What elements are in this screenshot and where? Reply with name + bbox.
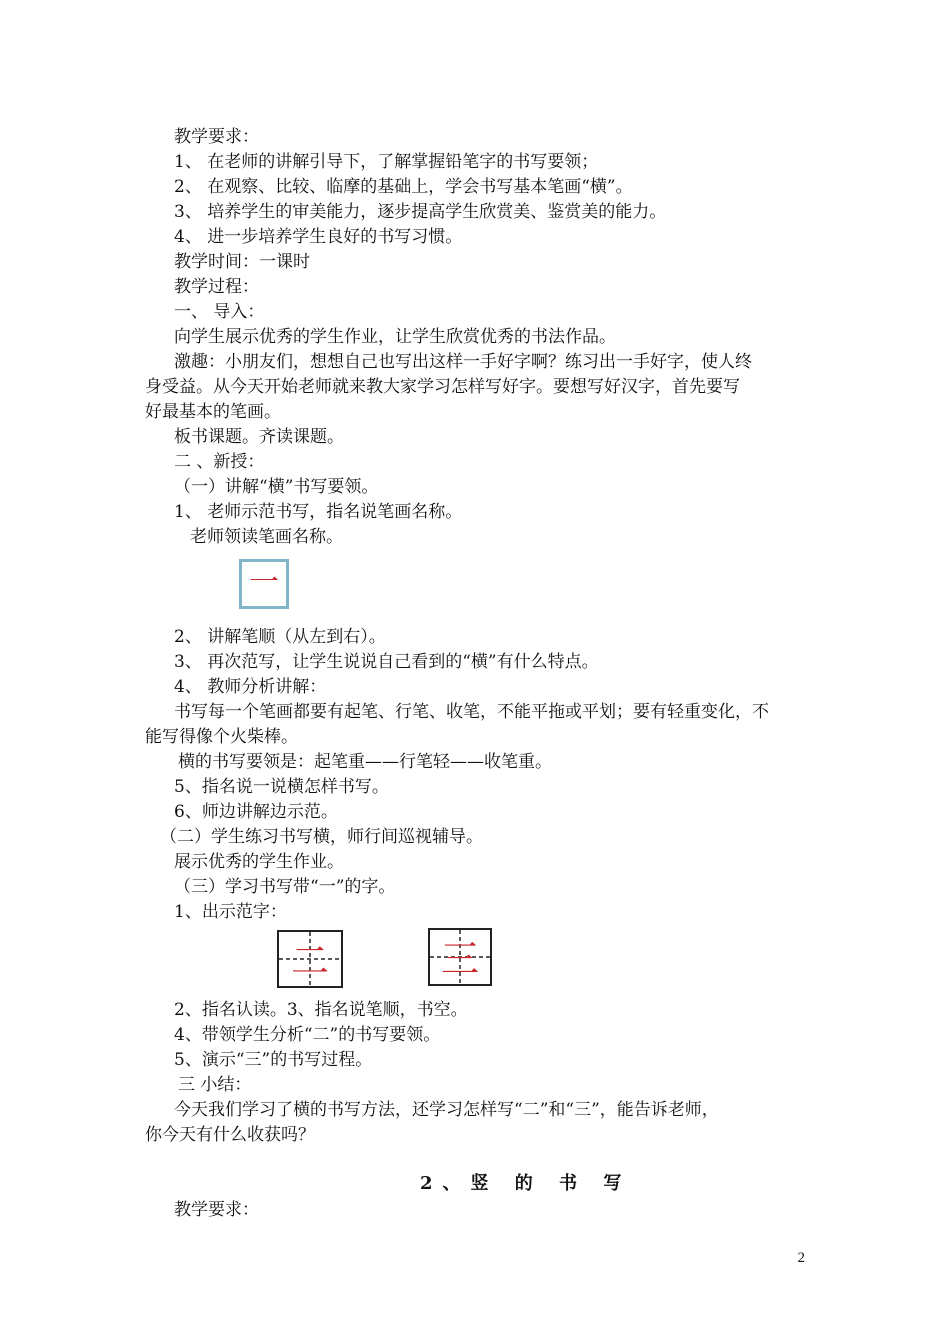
subsection-2: （二）学生练习书写横，师行间巡视辅导。 — [160, 827, 483, 847]
er-char: 二 — [290, 939, 330, 983]
step-show-example: 1、出示范字： — [174, 902, 287, 922]
heading-teaching-requirements-2: 教学要求： — [174, 1200, 259, 1220]
requirement-1: 1、 在老师的讲解引导下，了解掌握铅笔字的书写要领； — [174, 152, 599, 172]
paragraph: 好最基本的笔画。 — [145, 402, 281, 422]
requirement-2: 2、 在观察、比较、临摩的基础上，学会书写基本笔画“横”。 — [174, 177, 633, 197]
step-2: 2、 讲解笔顺（从左到右）。 — [174, 627, 386, 647]
heng-char: 一 — [249, 565, 279, 600]
paragraph: 横的书写要领是：起笔重——行笔轻——收笔重。 — [178, 752, 552, 772]
paragraph: 书写每一个笔画都要有起笔、行笔、收笔，不能平拖或平划；要有轻重变化，不 — [174, 702, 769, 722]
step-read: 2、指名认读。3、指名说笔顺，书空。 — [174, 1000, 468, 1020]
requirement-3: 3、 培养学生的审美能力，逐步提高学生欣赏美、鉴赏美的能力。 — [174, 202, 667, 222]
subsection-3: （三）学习书写带“一”的字。 — [174, 877, 396, 897]
heng-stroke-figure — [239, 559, 289, 609]
step-1: 1、 老师示范书写，指名说笔画名称。 — [174, 502, 463, 522]
paragraph: 今天我们学习了横的书写方法，还学习怎样写“二”和“三”，能告诉老师， — [174, 1100, 719, 1120]
teaching-time: 教学时间：一课时 — [174, 252, 310, 272]
heading-teaching-requirements: 教学要求： — [174, 127, 259, 147]
page-number: 2 — [797, 1250, 805, 1266]
paragraph: 你今天有什么收获吗？ — [145, 1125, 315, 1145]
paragraph: 身受益。从今天开始老师就来教大家学习怎样写好字。要想写好汉字，首先要写 — [145, 377, 740, 397]
subsection-1: （一）讲解“横”书写要领。 — [174, 477, 379, 497]
san-grid — [428, 928, 492, 986]
step-3: 3、 再次范写，让学生说说自己看到的“横”有什么特点。 — [174, 652, 599, 672]
paragraph: 激趣：小朋友们，想想自己也写出这样一手好字啊？练习出一手好字，使人终 — [174, 352, 752, 372]
paragraph: 能写得像个火柴棒。 — [145, 727, 298, 747]
heng-stroke-grid — [239, 559, 289, 609]
section-summary: 三 小结： — [178, 1075, 252, 1095]
step-6: 6、师边讲解边示范。 — [174, 802, 338, 822]
section-title-shu: 2、竖 的 书 写 — [420, 1173, 632, 1194]
er-example-figure — [277, 930, 343, 988]
heading-teaching-process: 教学过程： — [174, 277, 259, 297]
paragraph: 向学生展示优秀的学生作业，让学生欣赏优秀的书法作品。 — [174, 327, 616, 347]
step-5: 5、指名说一说横怎样书写。 — [174, 777, 389, 797]
er-grid — [277, 930, 343, 988]
step-analyze: 4、带领学生分析“二”的书写要领。 — [174, 1025, 441, 1045]
san-char: 三 — [440, 937, 480, 981]
step-4: 4、 教师分析讲解： — [174, 677, 327, 697]
paragraph: 板书课题。齐读课题。 — [174, 427, 344, 447]
section-new-lesson: 二 、新授： — [174, 452, 265, 472]
section-intro: 一、 导入： — [174, 302, 265, 322]
step-demonstrate: 5、演示“三”的书写过程。 — [174, 1050, 373, 1070]
paragraph: 老师领读笔画名称。 — [190, 527, 343, 547]
san-example-figure — [428, 928, 492, 986]
requirement-4: 4、 进一步培养学生良好的书写习惯。 — [174, 227, 463, 247]
paragraph: 展示优秀的学生作业。 — [174, 852, 344, 872]
